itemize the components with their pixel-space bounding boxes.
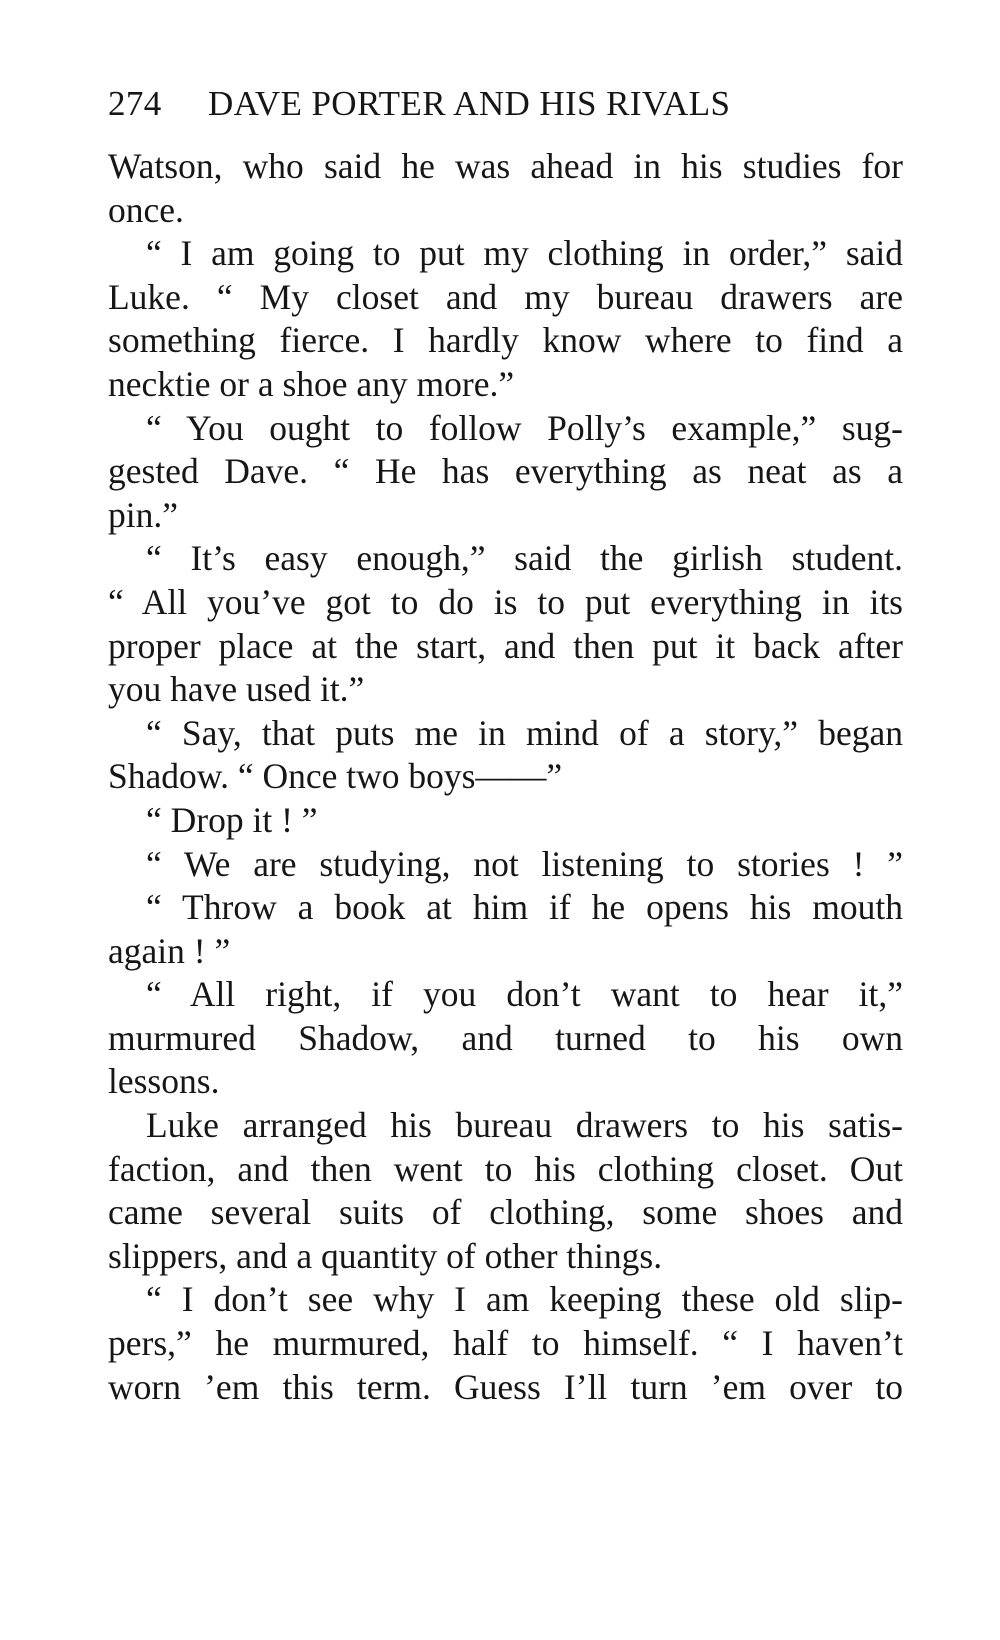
text-line: murmured Shadow, and turned to his own — [108, 1017, 903, 1058]
text-line: pers,” he murmured, half to himself. “ I haven’t — [108, 1323, 903, 1364]
text-line: Shadow. “ Once two boys——” — [108, 756, 563, 797]
text-line: faction, and then went to his clothing closet. Out — [108, 1148, 903, 1189]
page-number: 274 — [108, 84, 162, 123]
text-line: something fierce. I hardly know where to find a — [108, 320, 903, 361]
text-line: came several suits of clothing, some shoes and — [108, 1192, 903, 1233]
text-line: “ I am going to put my clothing in order,” said — [146, 233, 903, 274]
text-line: again ! ” — [108, 930, 231, 971]
text-line: “ Throw a book at him if he opens his mouth — [146, 887, 903, 928]
text-line: gested Dave. “ He has everything as neat as a — [108, 451, 903, 492]
text-line: “ Drop it ! ” — [146, 799, 318, 840]
text-line: “ We are studying, not listening to stories ! ” — [146, 843, 903, 884]
text-line: Luke arranged his bureau drawers to his satis- — [146, 1105, 903, 1146]
text-line: you have used it.” — [108, 669, 365, 710]
text-line: worn ’em this term. Guess I’ll turn ’em over to — [108, 1366, 903, 1407]
text-line: Luke. “ My closet and my bureau drawers are — [108, 276, 903, 317]
text-line: necktie or a shoe any more.” — [108, 363, 515, 404]
running-head: DAVE PORTER AND HIS RIVALS — [208, 84, 731, 123]
text-line: “ You ought to follow Polly’s example,” sug- — [146, 407, 903, 448]
text-line: “ It’s easy enough,” said the girlish student. — [146, 538, 903, 579]
text-line: “ I don’t see why I am keeping these old slip- — [146, 1279, 903, 1320]
text-line: pin.” — [108, 494, 178, 535]
body-text — [108, 145, 903, 1409]
text-line: “ All you’ve got to do is to put everything in its — [108, 581, 903, 622]
text-line: lessons. — [108, 1061, 220, 1102]
page-header — [108, 84, 903, 132]
text-line: proper place at the start, and then put it back after — [108, 625, 903, 666]
text-line: slippers, and a quantity of other things. — [108, 1235, 663, 1276]
text-line: “ All right, if you don’t want to hear it,” — [146, 974, 903, 1015]
text-line: “ Say, that puts me in mind of a story,” began — [146, 712, 903, 753]
text-line: Watson, who said he was ahead in his studies for — [108, 146, 903, 186]
text-line: once. — [108, 189, 184, 230]
